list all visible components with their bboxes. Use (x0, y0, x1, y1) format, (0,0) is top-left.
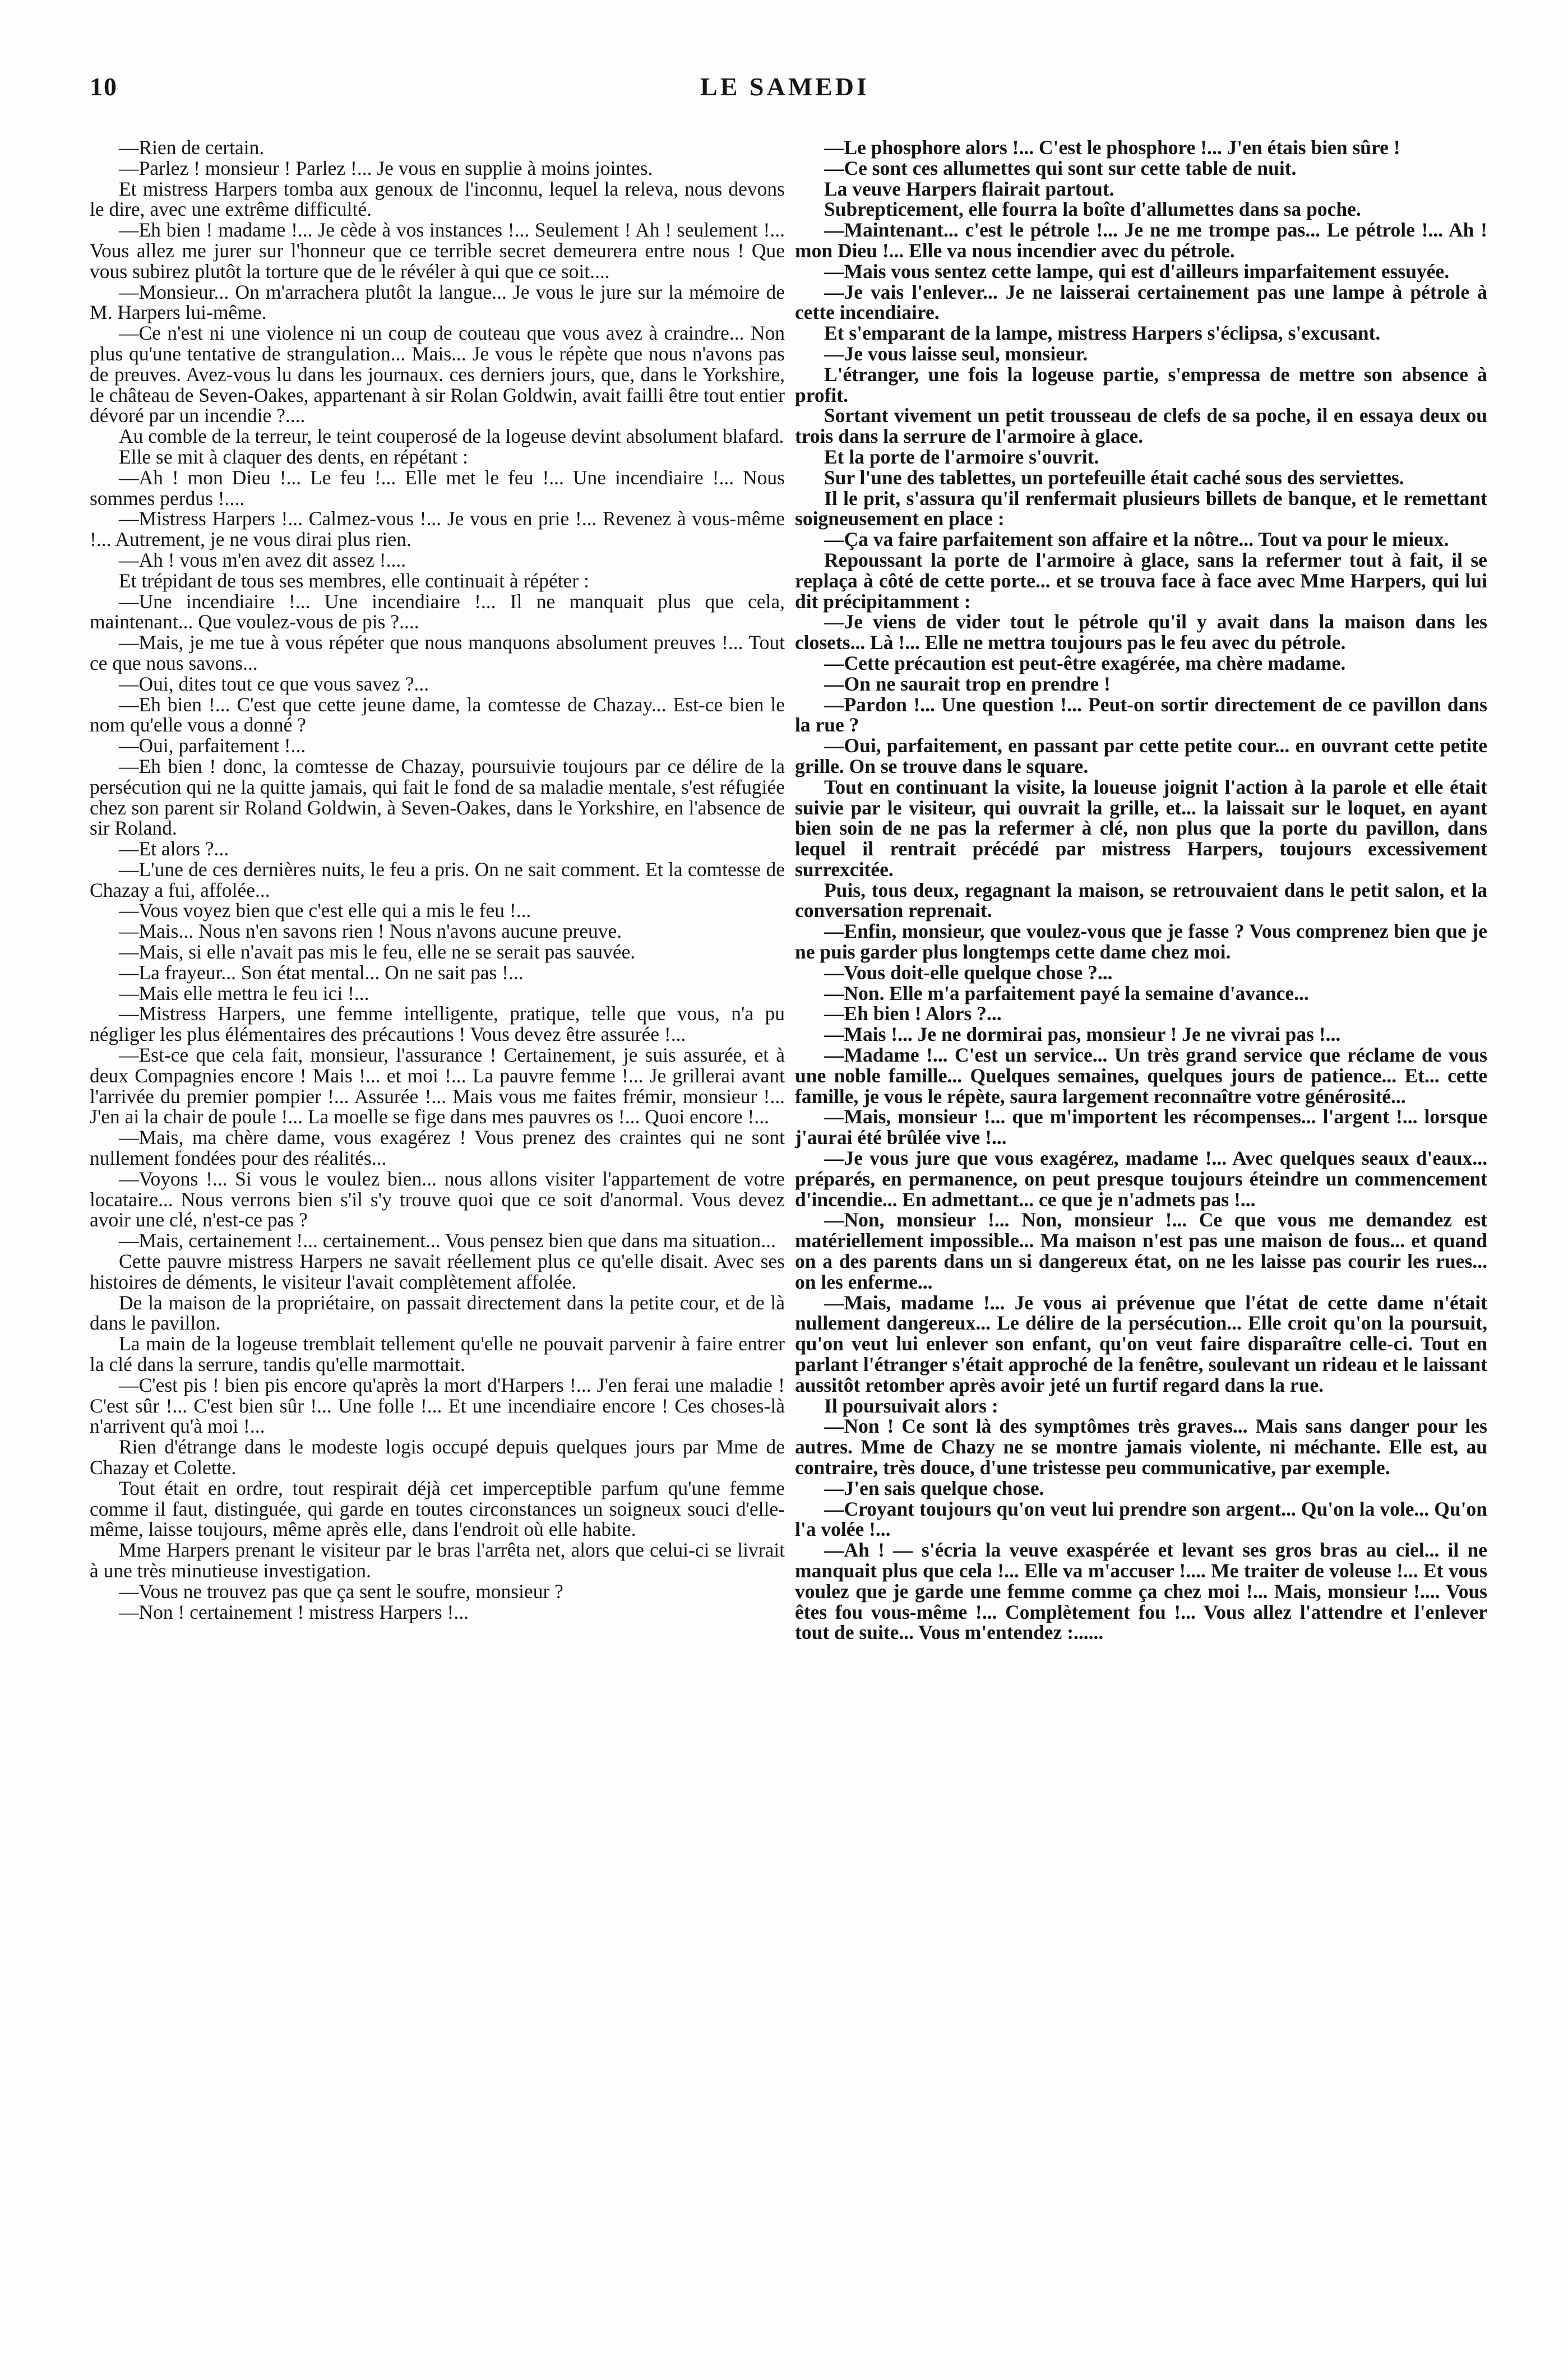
paragraph: —Je vais l'enlever... Je ne laisserai certainement pas une lampe à pétrole à cette incendiaire. (795, 280, 1487, 324)
paragraph: Et trépidant de tous ses membres, elle continuait à répéter : (119, 569, 589, 592)
paragraph: —Ah ! mon Dieu !... Le feu !... Elle met le feu !... Une incendiaire !... Nous sommes perdus !.... (90, 466, 785, 510)
paragraph: —La frayeur... Son état mental... On ne sait pas !... (119, 961, 524, 984)
paragraph: L'étranger, une fois la logeuse partie, s'empressa de mettre son absence à profit. (795, 363, 1487, 406)
right-text-column (795, 137, 1487, 1643)
paragraph: —Ça va faire parfaitement son affaire et la nôtre... Tout va pour le mieux. (824, 528, 1449, 551)
paragraph: —Croyant toujours qu'on veut lui prendre son argent... Qu'on la vole... Qu'on l'a volée !... (795, 1497, 1487, 1541)
paragraph: Tout était en ordre, tout respirait déjà cet imperceptible parfum qu'une femme comme il faut, distinguée, qui garde en toutes circonstances un soigneux souci d'elle-même, laisse toujours, même après elle, dans l'endroit où elle habite. (90, 1476, 785, 1541)
paragraph: —Vous voyez bien que c'est elle qui a mis le feu !... (119, 899, 531, 922)
paragraph: —Je vous laisse seul, monsieur. (824, 342, 1088, 365)
paragraph: —Le phosphore alors !... C'est le phosphore !... J'en étais bien sûre ! (824, 136, 1400, 159)
paragraph: —Maintenant... c'est le pétrole !... Je ne me trompe pas... Le pétrole !... Ah ! mon Dieu !... Elle va nous incendier avec du pétrole. (795, 219, 1487, 262)
paragraph: —Mistress Harpers, une femme intelligente, pratique, telle que vous, n'a pu négliger les plus élémentaires des précautions ! Vous devez être assurée !... (90, 1002, 785, 1046)
paragraph: —Mistress Harpers !... Calmez-vous !... Je vous en prie !... Revenez à vous-même !... Autrement, je ne vous dirai plus rien. (90, 507, 785, 551)
paragraph: —Non. Elle m'a parfaitement payé la semaine d'avance... (824, 981, 1309, 1004)
paragraph: Rien d'étrange dans le modeste logis occupé depuis quelques jours par Mme de Chazay et Colette. (90, 1436, 785, 1479)
paragraph: Tout en continuant la visite, la loueuse joignit l'action à la parole et elle était suivie par le visiteur, qui ouvrait la grille, et... la laissait sur le loquet, en ayant bien soin de ne pas la refermer à clé, non plus que la porte du pavillon, dans lequel il rentrait précédé par mistress Harpers, toujours excessivement surrexcitée. (795, 775, 1487, 881)
paragraph: La main de la logeuse tremblait tellement qu'elle ne pouvait parvenir à faire entrer la clé dans la serrure, tandis qu'elle marmottait. (90, 1332, 785, 1376)
paragraph: —Cette précaution est peut-être exagérée, ma chère madame. (824, 651, 1346, 674)
paragraph: —Non ! Ce sont là des symptômes très graves... Mais sans danger pour les autres. Mme de Chazy ne se montre jamais violente, ni méchante. Elle est, au contraire, très douce, d'une tristesse peu communicative, par exemple. (795, 1415, 1487, 1479)
paragraph: —Une incendiaire !... Une incendiaire !... Il ne manquait plus que cela, maintenant... Que voulez-vous de pis ?.... (90, 590, 785, 633)
paragraph: —Non, monsieur !... Non, monsieur !... Ce que vous me demandez est matériellement impossible... Ma maison n'est pas une maison de fous... et quand on a des parents dans un si dangereux état, on ne les laisse pas courir les rues... on les enferme... (795, 1208, 1487, 1293)
paragraph: —Ce sont ces allumettes qui sont sur cette table de nuit. (824, 156, 1297, 179)
paragraph: Cette pauvre mistress Harpers ne savait réellement plus ce qu'elle disait. Avec ses histoires de déments, le visiteur l'avait complètement affolée. (90, 1250, 785, 1293)
paragraph: —Eh bien ! donc, la comtesse de Chazay, poursuivie toujours par ce délire de la persécution qui ne la quitte jamais, qui fait le fond de sa maladie mentale, s'est réfugiée chez son parent sir Roland Goldwin, à Seven-Oakes, dans le Yorkshire, en l'absence de sir Roland. (90, 754, 785, 840)
paragraph: —Vous doit-elle quelque chose ?... (824, 961, 1113, 984)
paragraph: Repoussant la porte de l'armoire à glace, sans la refermer tout à fait, il se replaça à côté de cette porte... et se trouva face à face avec Mme Harpers, qui lui dit précipitamment : (795, 548, 1487, 613)
paragraph: Et la porte de l'armoire s'ouvrit. (824, 445, 1099, 468)
paragraph: —Oui, parfaitement !... (119, 734, 306, 757)
paragraph: —Ce n'est ni une violence ni un coup de couteau que vous avez à craindre... Non plus qu'une tentative de strangulation... Mais... Je vous le répète que nous n'avons pas de preuves. Avez-vous lu dans les journaux. ces derniers jours, que, dans le Yorkshire, le château de Seven-Oakes, appartenant à sir Rolan Goldwin, avait failli être tout entier dévoré par un incendie ?.... (90, 322, 785, 427)
paragraph: —Oui, dites tout ce que vous savez ?... (119, 672, 429, 695)
paragraph: —Mais, certainement !... certainement... Vous pensez bien que dans ma situation... (119, 1229, 776, 1252)
paragraph: —Mais, madame !... Je vous ai prévenue que l'état de cette dame n'était nullement dangereux... Le délire de la persécution... Elle croit qu'on la poursuit, qu'on veut lui enlever son enfant, qu'on veut faire disparaître celle-ci. Tout en parlant l'étranger s'était approché de la fenêtre, soulevant un rideau et le laissant aussitôt retomber après avoir jeté un furtif regard dans la rue. (795, 1291, 1487, 1396)
paragraph: Subrepticement, elle fourra la boîte d'allumettes dans sa poche. (824, 198, 1361, 221)
paragraph: —Voyons !... Si vous le voulez bien... nous allons visiter l'appartement de votre locataire... Nous verrons bien s'il s'y trouve quoi que ce soit d'anormal. Vous devez avoir une clé, n'est-ce pas ? (90, 1167, 785, 1231)
paragraph: —Monsieur... On m'arrachera plutôt la langue... Je vous le jure sur la mémoire de M. Harpers lui-même. (90, 280, 785, 324)
paragraph: —Mais, je me tue à vous répéter que nous manquons absolument preuves !... Tout ce que nous savons... (90, 631, 785, 674)
paragraph: —Je viens de vider tout le pétrole qu'il y avait dans la maison dans les closets... Là !... Elle ne mettra toujours pas le feu avec du pétrole. (795, 610, 1487, 654)
paragraph: Mme Harpers prenant le visiteur par le bras l'arrêta net, alors que celui-ci se livrait à une très minutieuse investigation. (90, 1539, 785, 1582)
paragraph: Il poursuivait alors : (824, 1394, 998, 1417)
left-text-column (90, 137, 785, 1622)
paragraph: De la maison de la propriétaire, on passait directement dans la petite cour, et de là dans le pavillon. (90, 1291, 785, 1335)
paragraph: Et s'emparant de la lampe, mistress Harpers s'éclipsa, s'excusant. (824, 322, 1381, 345)
paragraph: —Vous ne trouvez pas que ça sent le soufre, monsieur ? (119, 1580, 563, 1603)
paragraph: —Madame !... C'est un service... Un très grand service que réclame de vous une noble famille... Quelques semaines, quelques jours de patience... Et... cette famille, je vous le répète, saura largement reconnaître votre générosité... (795, 1044, 1487, 1108)
paragraph: —Mais, si elle n'avait pas mis le feu, elle ne se serait pas sauvée. (119, 941, 636, 964)
paragraph: —Parlez ! monsieur ! Parlez !... Je vous en supplie à moins jointes. (119, 156, 653, 179)
paragraph: —Mais vous sentez cette lampe, qui est d'ailleurs imparfaitement essuyée. (824, 260, 1450, 283)
journal-title: LE SAMEDI (700, 72, 869, 101)
paragraph: —Mais... Nous n'en savons rien ! Nous n'avons aucune preuve. (119, 920, 622, 943)
page-header (84, 72, 1486, 111)
paragraph: —Est-ce que cela fait, monsieur, l'assurance ! Certainement, je suis assurée, et à deux Compagnies encore ! Mais !... et moi !... La pauvre femme !... Je grillerai avant l'arrivée du premier pompier !... Assurée !... Mais vous me faites frémir, monsieur !... J'en ai la chair de poule !... La moelle se fige dans mes pauvres os !... Quoi encore !... (90, 1044, 785, 1128)
paragraph: —Mais, ma chère dame, vous exagérez ! Vous prenez des craintes qui ne sont nullement fondées pour des réalités... (90, 1126, 785, 1170)
paragraph: —Rien de certain. (119, 136, 265, 159)
paragraph: —Mais elle mettra le feu ici !... (119, 981, 369, 1004)
paragraph: Sur l'une des tablettes, un portefeuille était caché sous des serviettes. (824, 466, 1404, 489)
paragraph: —L'une de ces dernières nuits, le feu a pris. On ne sait comment. Et la comtesse de Chazay a fui, affolée... (90, 858, 785, 901)
paragraph: —Eh bien !... C'est que cette jeune dame, la comtesse de Chazay... Est-ce bien le nom qu'elle vous a donné ? (90, 693, 785, 737)
paragraph: —Pardon !... Une question !... Peut-on sortir directement de ce pavillon dans la rue ? (795, 693, 1487, 737)
paragraph: —Non ! certainement ! mistress Harpers !... (119, 1600, 469, 1623)
paragraph: Elle se mit à claquer des dents, en répétant : (119, 445, 468, 468)
paragraph: —C'est pis ! bien pis encore qu'après la mort d'Harpers !... J'en ferai une maladie ! C'est sûr !... C'est bien sûr !... Une folle !... Et une incendiaire encore ! Ces choses-là n'arrivent qu'à moi !... (90, 1373, 785, 1438)
paragraph: Il le prit, s'assura qu'il renfermait plusieurs billets de banque, et le remettant soigneusement en place : (795, 487, 1487, 530)
paragraph: —Eh bien ! Alors ?... (824, 1002, 1002, 1025)
paragraph: Et mistress Harpers tomba aux genoux de l'inconnu, lequel la releva, nous devons le dire, avec une extrême difficulté. (90, 177, 785, 221)
paragraph: Sortant vivement un petit trousseau de clefs de sa poche, il en essaya deux ou trois dans la serrure de l'armoire à glace. (795, 404, 1487, 448)
paragraph: —Mais, monsieur !... que m'importent les récompenses... l'argent !... lorsque j'aurai été brûlée vive !... (795, 1105, 1487, 1149)
paragraph: Au comble de la terreur, le teint couperosé de la logeuse devint absolument blafard. (119, 425, 784, 448)
paragraph: —J'en sais quelque chose. (824, 1476, 1044, 1499)
paragraph: La veuve Harpers flairait partout. (824, 177, 1114, 200)
page-number: 10 (90, 72, 118, 101)
paragraph: —Enfin, monsieur, que voulez-vous que je fasse ? Vous comprenez bien que je ne puis garder plus longtemps cette dame chez moi. (795, 920, 1487, 964)
paragraph: —Mais !... Je ne dormirai pas, monsieur ! Je ne vivrai pas !... (824, 1023, 1341, 1046)
paragraph: —Oui, parfaitement, en passant par cette petite cour... en ouvrant cette petite grille. On se trouve dans le square. (795, 734, 1487, 777)
paragraph: —Ah ! — s'écria la veuve exaspérée et levant ses gros bras au ciel... il ne manquait plus que cela !... Elle va m'accuser !.... Me traiter de voleuse !... Et vous voulez que je garde une femme comme ça chez moi !... Mais, monsieur !.... Vous êtes fou vous-même !... Complètement fou !... Vous allez l'attendre et l'enlever tout de suite... Vous m'entendez :...... (795, 1539, 1487, 1644)
paragraph: —On ne saurait trop en prendre ! (824, 672, 1111, 695)
paragraph: Puis, tous deux, regagnant la maison, se retrouvaient dans le petit salon, et la conversation reprenait. (795, 878, 1487, 922)
paragraph: —Eh bien ! madame !... Je cède à vos instances !... Seulement ! Ah ! seulement !... Vous allez me jurer sur l'honneur que ce terrible secret demeurera entre nous ! Que vous subirez plutôt la torture que de le révéler à qui que ce soit.... (90, 219, 785, 283)
paragraph: —Ah ! vous m'en avez dit assez !.... (119, 548, 406, 571)
paragraph: —Je vous jure que vous exagérez, madame !... Avec quelques seaux d'eaux... préparés, en permanence, on peut presque toujours éteindre un commencement d'incendie... En admettant... ce que je n'admets pas !... (795, 1147, 1487, 1211)
paragraph: —Et alors ?... (119, 837, 229, 860)
